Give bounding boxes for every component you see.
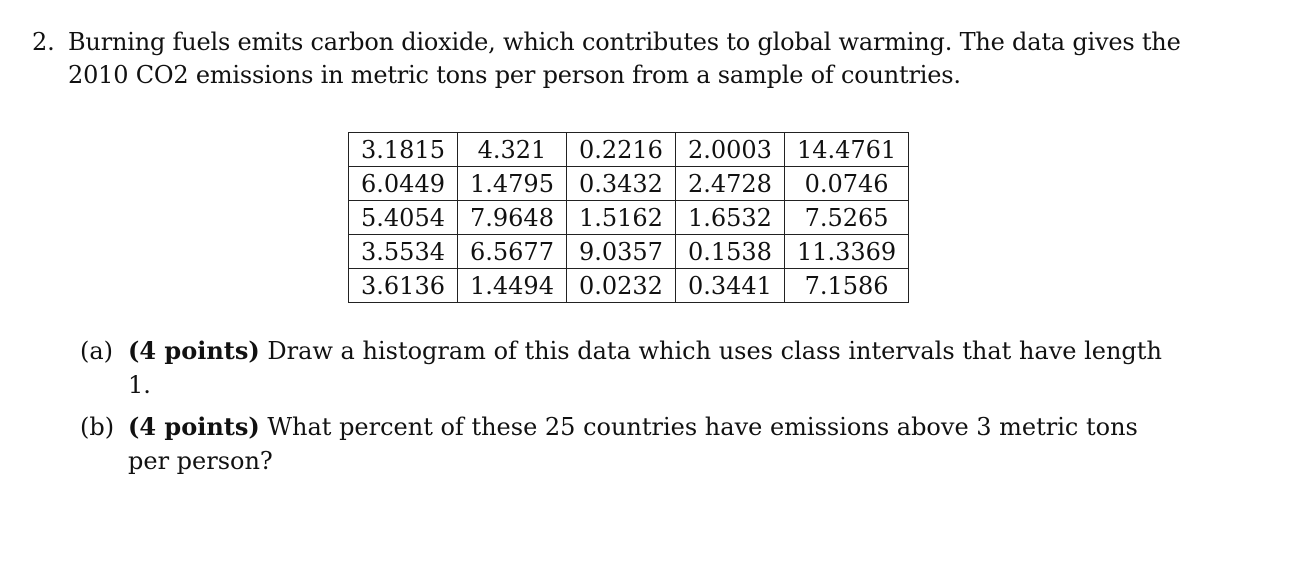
points-label: (4 points) <box>128 336 260 365</box>
part-text: What percent of these 25 countries have emissions above 3 metric tons per person? <box>128 413 1138 475</box>
table-cell: 3.5534 <box>349 235 458 269</box>
table-cell: 11.3369 <box>784 235 908 269</box>
table-row <box>349 235 909 269</box>
table-row <box>349 167 909 201</box>
problem-statement <box>32 26 1182 92</box>
table-row <box>349 133 909 167</box>
table-row <box>349 269 909 303</box>
table-cell: 14.4761 <box>784 133 908 167</box>
problem-intro <box>32 26 1182 92</box>
emissions-data-table <box>348 132 909 303</box>
problem-text-line-1: Burning fuels emits carbon dioxide, which contributes to global warming. The data gives the <box>68 28 1181 56</box>
table-cell: 5.4054 <box>349 201 458 235</box>
part-b <box>80 410 1180 478</box>
table-cell: 7.9648 <box>457 201 566 235</box>
table-cell: 7.1586 <box>784 269 908 303</box>
table-cell: 1.5162 <box>566 201 675 235</box>
table-cell: 2.4728 <box>675 167 784 201</box>
points-label: (4 points) <box>128 412 260 441</box>
part-label: (a) <box>80 337 114 365</box>
table-cell: 2.0003 <box>675 133 784 167</box>
table-cell: 0.0746 <box>784 167 908 201</box>
table-cell: 9.0357 <box>566 235 675 269</box>
table-cell: 1.6532 <box>675 201 784 235</box>
table-cell: 1.4795 <box>457 167 566 201</box>
table-cell: 0.1538 <box>675 235 784 269</box>
part-text: Draw a histogram of this data which uses class intervals that have length 1. <box>128 337 1162 399</box>
table-row <box>349 201 909 235</box>
table-cell: 6.5677 <box>457 235 566 269</box>
table-cell: 0.0232 <box>566 269 675 303</box>
table-cell: 3.6136 <box>349 269 458 303</box>
table-cell: 0.3441 <box>675 269 784 303</box>
problem-text-line-2: 2010 CO2 emissions in metric tons per person from a sample of countries. <box>68 61 961 89</box>
part-label: (b) <box>80 413 115 441</box>
table-cell: 0.2216 <box>566 133 675 167</box>
table-cell: 4.321 <box>457 133 566 167</box>
table-cell: 7.5265 <box>784 201 908 235</box>
problem-number: 2. <box>32 28 55 56</box>
question-parts <box>80 334 1180 486</box>
table-cell: 1.4494 <box>457 269 566 303</box>
table-cell: 6.0449 <box>349 167 458 201</box>
table-cell: 0.3432 <box>566 167 675 201</box>
part-a <box>80 334 1180 402</box>
table-cell: 3.1815 <box>349 133 458 167</box>
